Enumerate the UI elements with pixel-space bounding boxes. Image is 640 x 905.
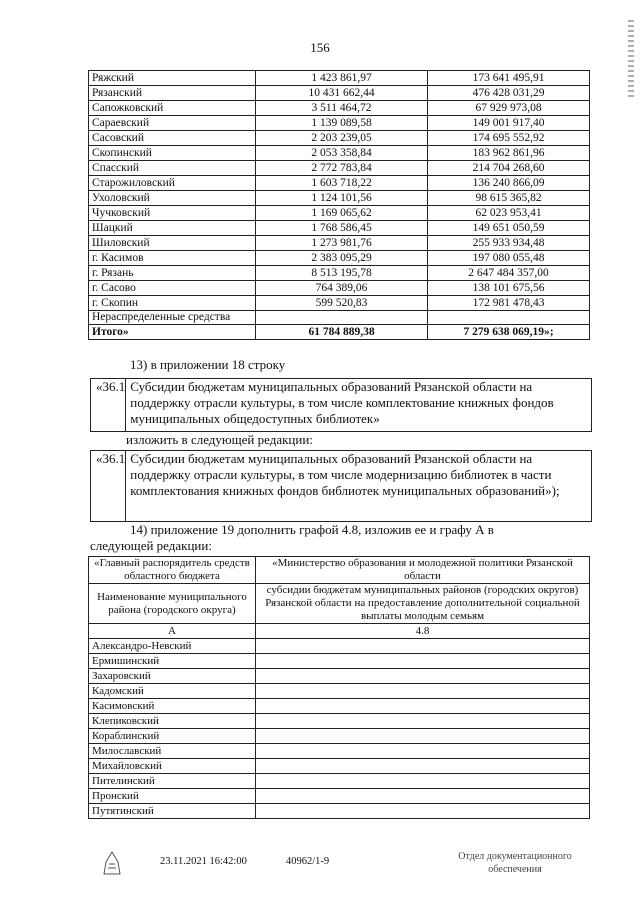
header-row-2 — [89, 584, 590, 624]
amount-1: 8 513 195,78 — [256, 266, 428, 281]
table-row — [89, 774, 590, 789]
value-cell — [256, 654, 590, 669]
district-name: Михайловский — [89, 759, 256, 774]
head2-right: субсидии бюджетам муниципальных районов (городских округов) Рязанской области на предоставление дополнительной социальной выплаты молодым семьям — [256, 584, 590, 624]
district-name: Ермишинский — [89, 654, 256, 669]
value-cell — [256, 699, 590, 714]
instruction-text: изложить в следующей редакции: — [126, 432, 313, 447]
district-name: Пронский — [89, 789, 256, 804]
table-row — [89, 789, 590, 804]
unallocated-label: Нераспределенные средства — [89, 311, 256, 325]
amount-1: 1 139 089,58 — [256, 116, 428, 131]
table-row — [89, 804, 590, 819]
district-name: г. Рязань — [89, 266, 256, 281]
value-cell — [256, 804, 590, 819]
amount-2: 255 933 934,48 — [428, 236, 590, 251]
amount-2: 7 279 638 069,19»; — [428, 325, 590, 340]
table-row — [89, 191, 590, 206]
district-name: Итого» — [89, 325, 256, 340]
col-a: А — [89, 624, 256, 639]
value-cell — [256, 789, 590, 804]
amount-2: 136 240 866,09 — [428, 176, 590, 191]
head1-left: «Главный распорядитель средств областного бюджета — [89, 557, 256, 584]
amount-1: 1 423 861,97 — [256, 71, 428, 86]
head2-left: Наименование муниципального района (городского округа) — [89, 584, 256, 624]
footer-doc-id: 40962/1-9 — [286, 856, 330, 867]
scan-edge-marks — [628, 20, 634, 100]
new-row-number: «36.1 — [91, 451, 126, 521]
amount-1: 599 520,83 — [256, 296, 428, 311]
table-row — [89, 669, 590, 684]
district-name: Скопинский — [89, 146, 256, 161]
district-name: Шацкий — [89, 221, 256, 236]
col-b: 4.8 — [256, 624, 590, 639]
district-name: г. Скопин — [89, 296, 256, 311]
table-row — [89, 744, 590, 759]
table-row — [89, 101, 590, 116]
table-row — [89, 251, 590, 266]
amount-2: 183 962 861,96 — [428, 146, 590, 161]
value-cell — [256, 759, 590, 774]
district-name: Пителинский — [89, 774, 256, 789]
amount-2: 214 704 268,60 — [428, 161, 590, 176]
amount-1: 2 053 358,84 — [256, 146, 428, 161]
district-name: г. Сасово — [89, 281, 256, 296]
amount-2: 149 001 917,40 — [428, 116, 590, 131]
table-row — [89, 206, 590, 221]
table-row — [89, 161, 590, 176]
amount-2: 174 695 552,92 — [428, 131, 590, 146]
value-cell — [256, 684, 590, 699]
district-name: Ухоловский — [89, 191, 256, 206]
header-row-1 — [89, 557, 590, 584]
value-cell — [256, 639, 590, 654]
amount-2: 197 080 055,48 — [428, 251, 590, 266]
table-row — [89, 729, 590, 744]
district-name: Путятинский — [89, 804, 256, 819]
district-name: Рязанский — [89, 86, 256, 101]
table-row — [89, 146, 590, 161]
amount-2: 172 981 478,43 — [428, 296, 590, 311]
table-row — [89, 281, 590, 296]
amount-2: 2 647 484 357,00 — [428, 266, 590, 281]
table-row — [89, 221, 590, 236]
total-row — [89, 325, 590, 340]
district-name: Касимовский — [89, 699, 256, 714]
item-14-line2: следующей редакции: — [90, 538, 212, 553]
table-row — [89, 266, 590, 281]
table-row — [89, 116, 590, 131]
district-name: Кадомский — [89, 684, 256, 699]
new-row-text: Субсидии бюджетам муниципальных образований Рязанской области на поддержку отрасли культуры, в том числе модернизацию библиотек в части комплектования книжных фондов библиотек муниципальных образований»); — [130, 451, 560, 498]
amount-1: 61 784 889,38 — [256, 325, 428, 340]
amount-1: 764 389,06 — [256, 281, 428, 296]
table-row — [89, 176, 590, 191]
table-row — [89, 684, 590, 699]
coat-of-arms-icon — [100, 848, 124, 876]
old-row-box — [90, 378, 592, 432]
table-row — [89, 654, 590, 669]
district-name: Чучковский — [89, 206, 256, 221]
district-name: г. Касимов — [89, 251, 256, 266]
table-row — [89, 759, 590, 774]
new-row-box — [90, 450, 592, 522]
district-name: Сапожковский — [89, 101, 256, 116]
district-name: Ряжский — [89, 71, 256, 86]
district-name: Кораблинский — [89, 729, 256, 744]
amount-1: 2 383 095,29 — [256, 251, 428, 266]
district-name: Захаровский — [89, 669, 256, 684]
table-row — [89, 86, 590, 101]
amount-2: 98 615 365,82 — [428, 191, 590, 206]
value-cell — [256, 744, 590, 759]
column-letter-row — [89, 624, 590, 639]
amount-1: 3 511 464,72 — [256, 101, 428, 116]
amount-1: 1 169 065,62 — [256, 206, 428, 221]
table-row — [89, 71, 590, 86]
table-row — [89, 639, 590, 654]
amount-1: 1 124 101,56 — [256, 191, 428, 206]
table-row — [89, 714, 590, 729]
item-13-text: 13) в приложении 18 строку — [130, 357, 286, 372]
appendix-19-table — [88, 556, 590, 819]
footer-datetime: 23.11.2021 16:42:00 — [160, 856, 247, 867]
table-row — [89, 296, 590, 311]
district-name: Сасовский — [89, 131, 256, 146]
value-cell — [256, 774, 590, 789]
table-row — [89, 699, 590, 714]
district-name: Старожиловский — [89, 176, 256, 191]
value-cell — [256, 714, 590, 729]
amount-1: 1 603 718,22 — [256, 176, 428, 191]
amount-2: 138 101 675,56 — [428, 281, 590, 296]
district-name: Клепиковский — [89, 714, 256, 729]
value-cell — [256, 669, 590, 684]
amount-2: 476 428 031,29 — [428, 86, 590, 101]
unallocated-row — [89, 311, 590, 325]
amount-1: 2 203 239,05 — [256, 131, 428, 146]
amount-2: 67 929 973,08 — [428, 101, 590, 116]
old-row-number: «36.1 — [91, 379, 126, 431]
district-name: Шиловский — [89, 236, 256, 251]
item-14-line1: 14) приложение 19 дополнить графой 4.8, изложив ее и графу А в — [130, 522, 494, 537]
amount-1: 2 772 783,84 — [256, 161, 428, 176]
district-name: Спасский — [89, 161, 256, 176]
amount-1 — [256, 311, 428, 325]
amount-2: 149 651 050,59 — [428, 221, 590, 236]
table-row — [89, 131, 590, 146]
amount-1: 1 768 586,45 — [256, 221, 428, 236]
department-stamp: Отдел документационного обеспечения — [458, 851, 572, 875]
old-row-text: Субсидии бюджетам муниципальных образований Рязанской области на поддержку отрасли культуры, в том числе комплектование книжных фондов муниципальных общедоступных библиотек» — [130, 379, 554, 426]
district-name: Милославский — [89, 744, 256, 759]
value-cell — [256, 729, 590, 744]
amount-2: 62 023 953,41 — [428, 206, 590, 221]
district-name: Сараевский — [89, 116, 256, 131]
head1-right: «Министерство образования и молодежной политики Рязанской области — [256, 557, 590, 584]
amount-1: 1 273 981,76 — [256, 236, 428, 251]
amount-2 — [428, 311, 590, 325]
budget-table — [88, 70, 590, 340]
district-name: Александро-Невский — [89, 639, 256, 654]
page-number: 156 — [310, 40, 330, 55]
amount-2: 173 641 495,91 — [428, 71, 590, 86]
amount-1: 10 431 662,44 — [256, 86, 428, 101]
table-row — [89, 236, 590, 251]
